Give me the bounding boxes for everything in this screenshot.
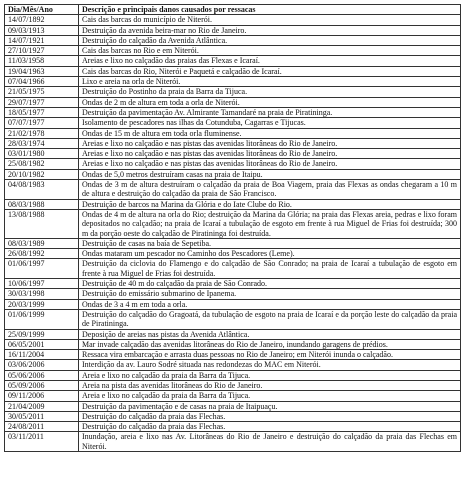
header-date: Dia/Mês/Ano	[5, 5, 79, 15]
header-description: Descrição e principais danos causados por ressacas	[79, 5, 461, 15]
date-cell: 21/05/1975	[5, 87, 79, 97]
date-cell: 19/04/1963	[5, 66, 79, 76]
description-cell: Destruição da pavimentação e de casas na praia de Itaipuaçu.	[79, 401, 461, 411]
date-cell: 08/03/1989	[5, 238, 79, 248]
description-cell: Ondas de 2 m de altura em toda a orla de Niterói.	[79, 97, 461, 107]
date-cell: 04/08/1983	[5, 180, 79, 200]
description-cell: Destruição do Postinho da praia da Barra da Tijuca.	[79, 87, 461, 97]
table-row	[5, 87, 461, 97]
table-row	[5, 128, 461, 138]
description-cell: Destruição da pavimentação Av. Almirante Tamandaré na praia de Piratininga.	[79, 107, 461, 117]
table-row	[5, 432, 461, 452]
ressacas-table	[4, 4, 461, 452]
table-row	[5, 238, 461, 248]
table-row	[5, 149, 461, 159]
table-row	[5, 249, 461, 259]
date-cell: 18/05/1977	[5, 107, 79, 117]
date-cell: 03/01/1980	[5, 149, 79, 159]
description-cell: Destruição do emissário submarino de Ipanema.	[79, 289, 461, 299]
date-cell: 07/07/1977	[5, 118, 79, 128]
description-cell: Areias e lixo no calçadão e nas pistas das avenidas litorâneas do Rio de Janeiro.	[79, 159, 461, 169]
date-cell: 25/09/1999	[5, 329, 79, 339]
description-cell: Cais das barcas do Rio, Niterói e Paquetá e calçadão de Icaraí.	[79, 66, 461, 76]
description-cell: Ondas de 3 m de altura destruíram o calçadão da praia de Boa Viagem, praia das Flexas as ondas chegaram a 10 m de altura e destruição do calçadão da praia de São Francisco.	[79, 180, 461, 200]
table-row	[5, 401, 461, 411]
date-cell: 09/11/2006	[5, 391, 79, 401]
description-cell: Destruição de casas na baía de Sepetiba.	[79, 238, 461, 248]
description-cell: Areia e lixo no calçadão da praia da Barra da Tijuca.	[79, 391, 461, 401]
description-cell: Interdição da av. Lauro Sodré situada nas redondezas do MAC em Niterói.	[79, 360, 461, 370]
date-cell: 25/08/1982	[5, 159, 79, 169]
date-cell: 11/03/1958	[5, 56, 79, 66]
description-cell: Ondas de 15 m de altura em toda orla fluminense.	[79, 128, 461, 138]
description-cell: Destruição da avenida beira-mar no Rio de Janeiro.	[79, 25, 461, 35]
description-cell: Destruição do calçadão da praia das Flechas.	[79, 411, 461, 421]
date-cell: 24/08/2011	[5, 422, 79, 432]
description-cell: Lixo e areia na orla de Niterói.	[79, 77, 461, 87]
table-row	[5, 25, 461, 35]
description-cell: Areia na pista das avenidas litorâneas do Rio de Janeiro.	[79, 380, 461, 390]
table-row	[5, 380, 461, 390]
description-cell: Ressaca vira embarcação e arrasta duas pessoas no Rio de Janeiro; em Niterói inunda o calçadão.	[79, 350, 461, 360]
description-cell: Destruição de 40 m do calçadão da praia de São Conrado.	[79, 279, 461, 289]
date-cell: 20/03/1999	[5, 299, 79, 309]
table-row	[5, 289, 461, 299]
table-row	[5, 391, 461, 401]
table-row	[5, 77, 461, 87]
table-row	[5, 199, 461, 209]
description-cell: Destruição da ciclovia do Flamengo e do calçadão de São Conrado; na praia de Icaraí a tubulação de esgoto em frente à rua Miguel de Frias foi destruída.	[79, 259, 461, 279]
table-row	[5, 35, 461, 45]
date-cell: 30/05/2011	[5, 411, 79, 421]
date-cell: 21/04/2009	[5, 401, 79, 411]
description-cell: Areias e lixo no calçadão e nas pistas das avenidas litorâneas do Rio de Janeiro.	[79, 149, 461, 159]
description-cell: Ondas mataram um pescador no Caminho dos Pescadores (Leme).	[79, 249, 461, 259]
table-row	[5, 299, 461, 309]
description-cell: Areia e lixo no calçadão da praia da Barra da Tijuca.	[79, 370, 461, 380]
date-cell: 29/07/1977	[5, 97, 79, 107]
table-row	[5, 279, 461, 289]
date-cell: 21/02/1978	[5, 128, 79, 138]
date-cell: 05/06/2006	[5, 370, 79, 380]
table-row	[5, 180, 461, 200]
table-row	[5, 411, 461, 421]
table-row	[5, 259, 461, 279]
description-cell: Isolamento de pescadores nas ilhas da Cotunduba, Cagarras e Tijucas.	[79, 118, 461, 128]
description-cell: Areias e lixo no calçadão das praias das Flexas e Icaraí.	[79, 56, 461, 66]
date-cell: 10/06/1997	[5, 279, 79, 289]
description-cell: Inundação, areia e lixo nas Av. Litorâneas do Rio de Janeiro e destruição do calçadão da praia das Flechas em Niterói.	[79, 432, 461, 452]
table-row	[5, 169, 461, 179]
date-cell: 20/10/1982	[5, 169, 79, 179]
table-row	[5, 56, 461, 66]
description-cell: Mar invade calçadão das avenidas litorâneas do Rio de Janeiro, inundando garagens de prédios.	[79, 339, 461, 349]
date-cell: 30/03/1998	[5, 289, 79, 299]
date-cell: 14/07/1921	[5, 35, 79, 45]
date-cell: 13/08/1988	[5, 209, 79, 238]
table-row	[5, 97, 461, 107]
date-cell: 07/04/1966	[5, 77, 79, 87]
date-cell: 03/06/2006	[5, 360, 79, 370]
table-row	[5, 350, 461, 360]
description-cell: Destruição do calçadão da Avenida Atlântica.	[79, 35, 461, 45]
table-row	[5, 309, 461, 329]
table-row	[5, 138, 461, 148]
table-row	[5, 370, 461, 380]
date-cell: 01/06/1997	[5, 259, 79, 279]
table-row	[5, 66, 461, 76]
date-cell: 14/07/1892	[5, 15, 79, 25]
date-cell: 09/03/1913	[5, 25, 79, 35]
table-row	[5, 118, 461, 128]
table-row	[5, 329, 461, 339]
description-cell: Deposição de areias nas pistas da Avenida Atlântica.	[79, 329, 461, 339]
table-row	[5, 107, 461, 117]
table-row	[5, 46, 461, 56]
date-cell: 26/08/1992	[5, 249, 79, 259]
table-header-row	[5, 5, 461, 15]
table-row	[5, 360, 461, 370]
date-cell: 06/05/2001	[5, 339, 79, 349]
date-cell: 08/03/1988	[5, 199, 79, 209]
date-cell: 16/11/2004	[5, 350, 79, 360]
table-row	[5, 159, 461, 169]
table-row	[5, 209, 461, 238]
date-cell: 05/09/2006	[5, 380, 79, 390]
table-body	[5, 15, 461, 452]
description-cell: Ondas de 3 a 4 m em toda a orla.	[79, 299, 461, 309]
description-cell: Destruição de barcos na Marina da Glória e do Iate Clube do Rio.	[79, 199, 461, 209]
date-cell: 28/03/1974	[5, 138, 79, 148]
description-cell: Ondas de 4 m de altura na orla do Rio; destruição da Marina da Glória; na praia das Flexas areia, pedras e lixo foram depositados no calçadão; na praia de Icaraí a tubulação de esgoto em frente à rua Miguel de Frias foi destruída; 300 m da porção oeste do calçadão de Piratininga foi destruída.	[79, 209, 461, 238]
description-cell: Cais das barcas do município de Niterói.	[79, 15, 461, 25]
date-cell: 03/11/2011	[5, 432, 79, 452]
table-row	[5, 422, 461, 432]
date-cell: 01/06/1999	[5, 309, 79, 329]
description-cell: Destruição do calçadão da praia das Flechas.	[79, 422, 461, 432]
description-cell: Ondas de 5,0 metros destruíram casas na praia de Itaipu.	[79, 169, 461, 179]
table-row	[5, 339, 461, 349]
description-cell: Destruição do calçadão do Gragoatá, da tubulação de esgoto na praia de Icaraí e da porção leste do calçadão da praia de Piratininga.	[79, 309, 461, 329]
description-cell: Areias e lixo no calçadão e nas pistas das avenidas litorâneas do Rio de Janeiro.	[79, 138, 461, 148]
description-cell: Cais das barcas no Rio e em Niterói.	[79, 46, 461, 56]
table-row	[5, 15, 461, 25]
date-cell: 27/10/1927	[5, 46, 79, 56]
